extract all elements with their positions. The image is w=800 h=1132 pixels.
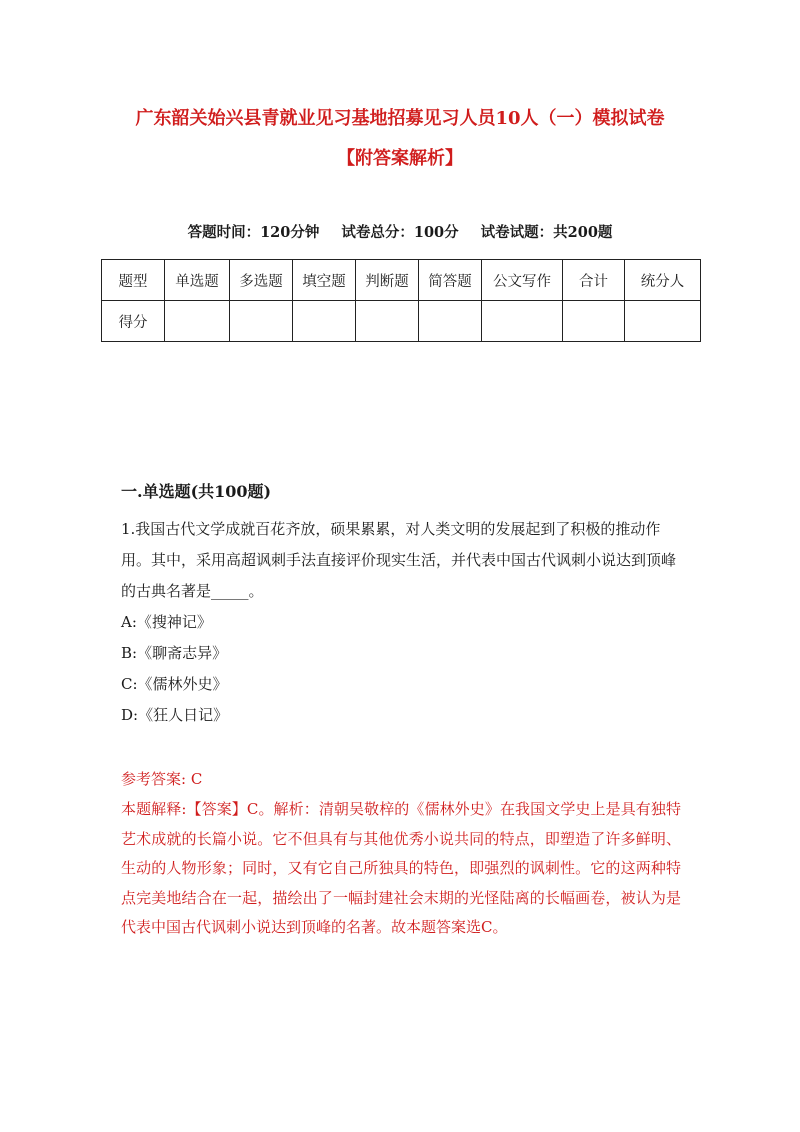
table-header-cell: 合计	[563, 260, 625, 301]
option-c: C:《儒林外史》	[121, 675, 228, 693]
score-cell	[419, 301, 482, 342]
exam-info	[0, 222, 800, 244]
score-table-header-row	[102, 260, 701, 301]
table-header-cell: 简答题	[419, 260, 482, 301]
question-text: 1.我国古代文学成就百花齐放，硕果累累，对人类文明的发展起到了积极的推动作用。其中，采用高超讽刺手法直接评价现实生活，并代表中国古代讽刺小说达到顶峰的古典名著是_____。	[121, 520, 677, 600]
page-subtitle: 【附答案解析】	[337, 148, 463, 169]
section-heading: 一.单选题(共100题)	[121, 482, 272, 501]
option-d: D:《狂人日记》	[121, 706, 229, 724]
exam-question-count: 试卷试题：共200题	[480, 224, 613, 241]
exam-time: 答题时间：120分钟	[187, 224, 320, 241]
score-cell	[356, 301, 419, 342]
table-header-cell: 单选题	[165, 260, 230, 301]
score-table	[101, 259, 701, 342]
option-list	[121, 607, 681, 731]
table-header-cell: 填空题	[293, 260, 356, 301]
table-header-cell: 多选题	[230, 260, 293, 301]
score-cell	[165, 301, 230, 342]
score-cell	[293, 301, 356, 342]
table-header-cell: 题型	[102, 260, 165, 301]
table-header-cell: 公文写作	[482, 260, 563, 301]
option-b: B:《聊斋志异》	[121, 644, 228, 662]
table-row-label: 得分	[102, 301, 165, 342]
reference-answer: 参考答案: C	[121, 770, 203, 788]
table-header-cell: 统分人	[625, 260, 701, 301]
page-title: 广东韶关始兴县青就业见习基地招募见习人员10人（一）模拟试卷	[135, 108, 665, 129]
option-a: A:《搜神记》	[121, 613, 212, 631]
answer-explanation: 本题解释:【答案】C。解析：清朝吴敬梓的《儒林外史》在我国文学史上是具有独特艺术成就的长篇小说。它不但具有与其他优秀小说共同的特点，即塑造了许多鲜明、生动的人物形象；同时，又有它自己所独具的特色，即强烈的讽刺性。它的这两种特点完美地结合在一起，描绘出了一幅封建社会末期的光怪陆离的长幅画卷，被认为是代表中国古代讽刺小说达到顶峰的名著。故本题答案选C。	[121, 800, 681, 936]
score-cell	[482, 301, 563, 342]
score-cell	[563, 301, 625, 342]
score-cell	[625, 301, 701, 342]
score-cell	[230, 301, 293, 342]
exam-total-score: 试卷总分：100分	[341, 224, 459, 241]
table-header-cell: 判断题	[356, 260, 419, 301]
score-table-score-row	[102, 301, 701, 342]
